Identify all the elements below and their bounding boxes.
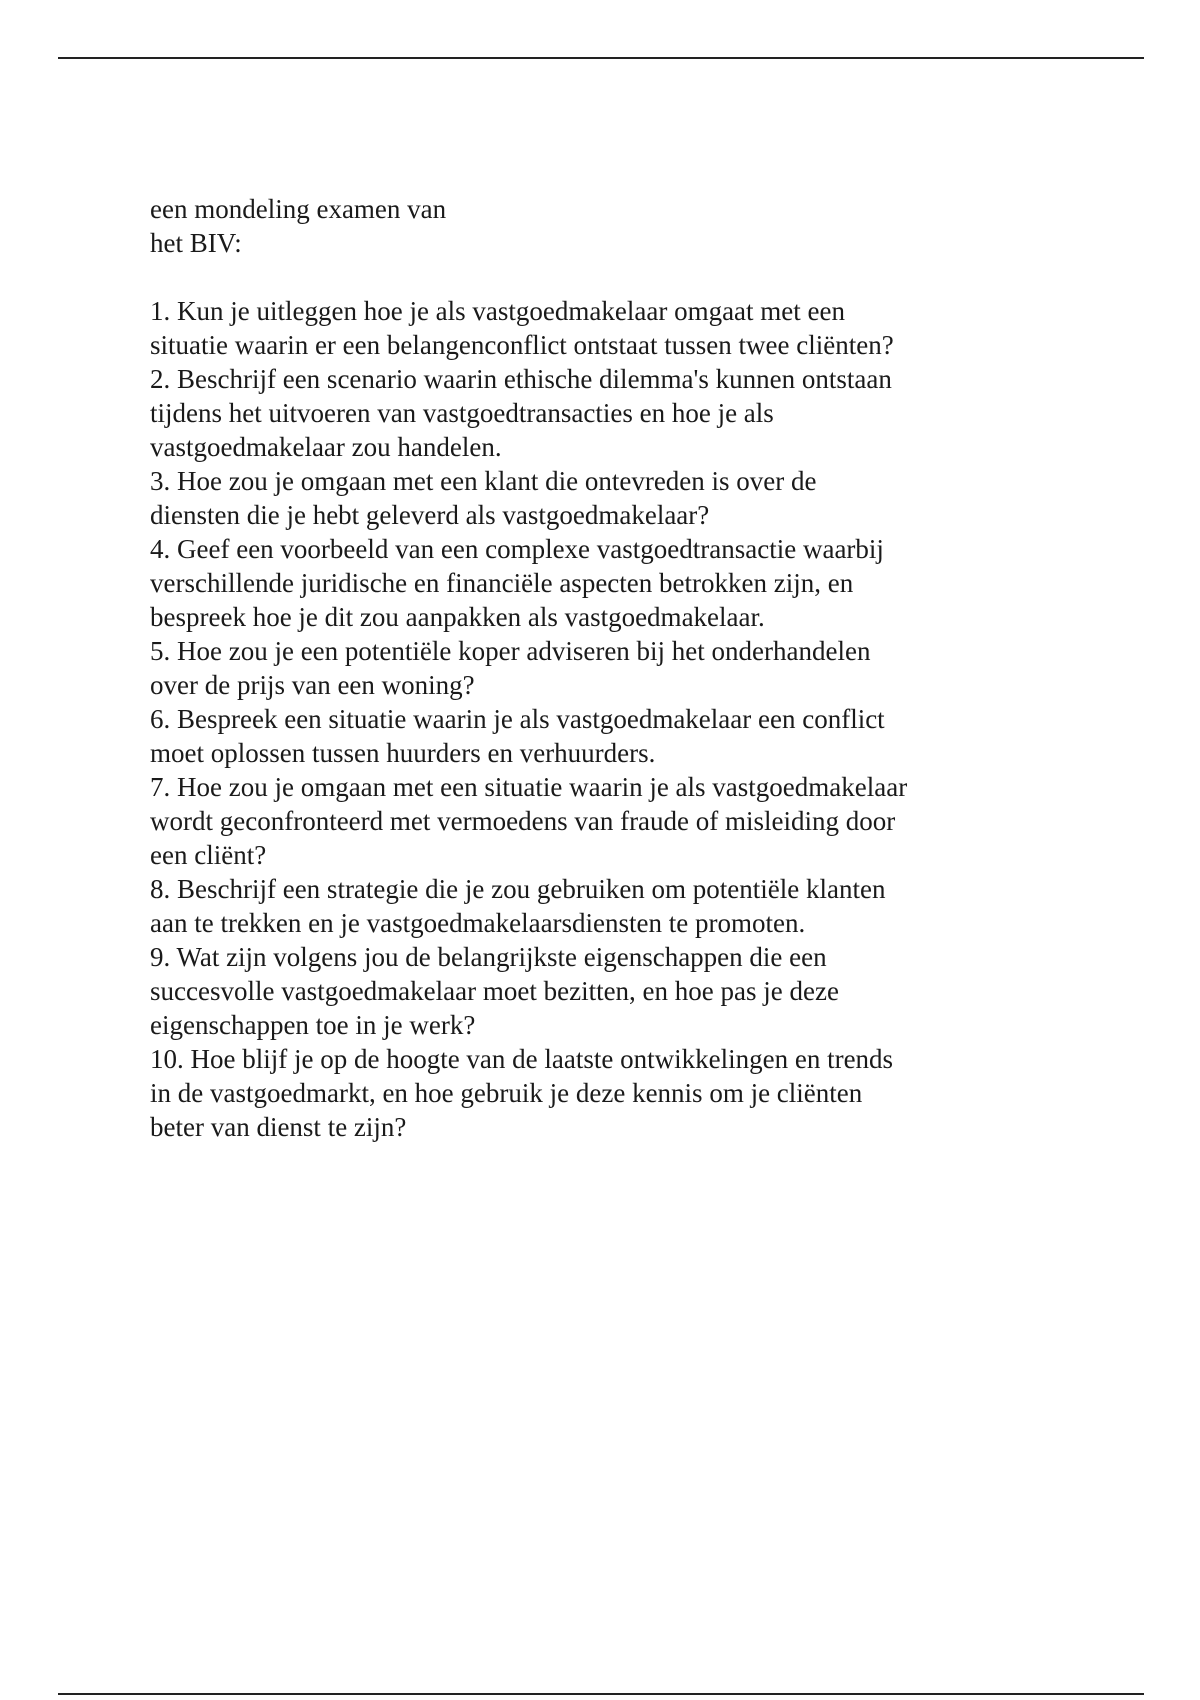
- question-list: [150, 294, 910, 1144]
- intro-line-2: het BIV:: [150, 228, 242, 258]
- question-4: 4. Geef een voorbeeld van een complexe vastgoedtransactie waarbij verschillende juridische en financiële aspecten betrokken zijn, en bespreek hoe je dit zou aanpakken als vastgoedmakelaar.: [150, 534, 884, 632]
- bottom-divider: [58, 1693, 1144, 1695]
- question-3: 3. Hoe zou je omgaan met een klant die ontevreden is over de diensten die je hebt geleverd als vastgoedmakelaar?: [150, 466, 817, 530]
- question-1: 1. Kun je uitleggen hoe je als vastgoedmakelaar omgaat met een situatie waarin er een belangenconflict ontstaat tussen twee cliënten?: [150, 296, 894, 360]
- blank-line: [150, 260, 910, 294]
- question-5: 5. Hoe zou je een potentiële koper adviseren bij het onderhandelen over de prijs van een woning?: [150, 636, 871, 700]
- question-7: 7. Hoe zou je omgaan met een situatie waarin je als vastgoedmakelaar wordt geconfronteerd met vermoedens van fraude of misleiding door een cliënt?: [150, 772, 908, 870]
- intro-line-1: een mondeling examen van: [150, 194, 447, 224]
- question-2: 2. Beschrijf een scenario waarin ethische dilemma's kunnen ontstaan tijdens het uitvoeren van vastgoedtransacties en hoe je als vastgoedmakelaar zou handelen.: [150, 364, 892, 462]
- document-intro: [150, 192, 910, 260]
- question-10: 10. Hoe blijf je op de hoogte van de laatste ontwikkelingen en trends in de vastgoedmarkt, en hoe gebruik je deze kennis om je cliënten beter van dienst te zijn?: [150, 1044, 894, 1142]
- question-8: 8. Beschrijf een strategie die je zou gebruiken om potentiële klanten aan te trekken en je vastgoedmakelaarsdiensten te promoten.: [150, 874, 886, 938]
- question-6: 6. Bespreek een situatie waarin je als vastgoedmakelaar een conflict moet oplossen tussen huurders en verhuurders.: [150, 704, 885, 768]
- top-divider: [58, 57, 1144, 59]
- document-body: [150, 192, 910, 1144]
- question-9: 9. Wat zijn volgens jou de belangrijkste eigenschappen die een succesvolle vastgoedmakelaar moet bezitten, en hoe pas je deze eigenschappen toe in je werk?: [150, 942, 839, 1040]
